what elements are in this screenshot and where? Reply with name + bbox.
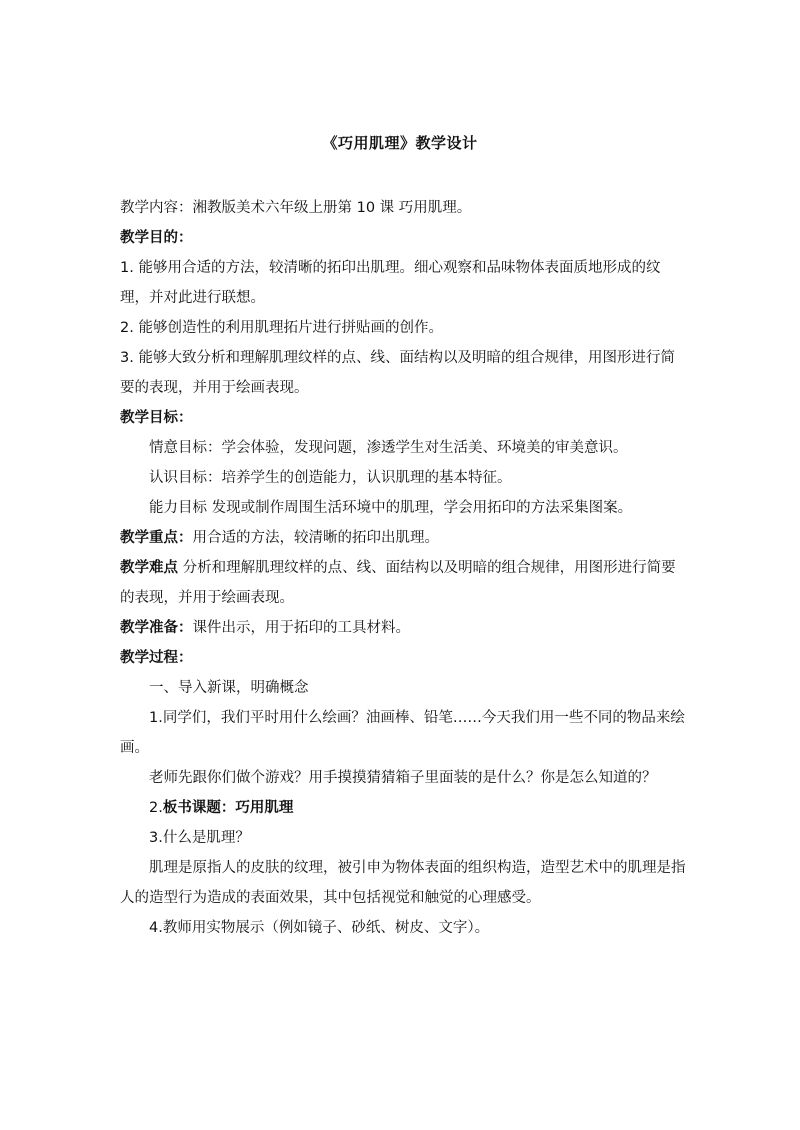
objective-emotion: 情意目标：学会体验，发现问题，渗透学生对生活美、环境美的审美意识。 [149,440,628,456]
preparation [120,613,686,643]
step-4: 4.教师用实物展示（例如镜子、砂纸、树皮、文字）。 [149,920,490,936]
step-2 [120,793,686,823]
step-definition: 肌理是原指人的皮肤的纹理，被引申为物体表面的组织构造，造型艺术中的肌理是指人的造型行为造成的表面效果，其中包括视觉和触觉的心理感受。 [120,860,686,906]
step-1: 1.同学们，我们平时用什么绘画？油画棒、铅笔……今天我们用一些不同的物品来绘画。 [120,710,685,756]
content-line: 教学内容：湘教版美术六年级上册第 10 课 巧用肌理。 [120,200,472,216]
step-intro: 一、导入新课，明确概念 [149,680,309,696]
difficulty-text: 分析和理解肌理纹样的点、线、面结构以及明暗的组合规律，用图形进行简要的表现，并用于绘画表现。 [120,560,676,606]
key-label: 教学重点： [120,530,193,546]
document-body [120,193,686,943]
step-game: 老师先跟你们做个游戏？用手摸摸猜猜箱子里面装的是什么？你是怎么知道的？ [149,770,657,786]
step-2-text: 板书课题：巧用肌理 [162,800,294,816]
difficulty-label: 教学难点 [120,560,178,576]
prep-label: 教学准备： [120,620,193,636]
difficulty-point [120,553,686,613]
process-heading: 教学过程： [120,650,193,666]
objective-cognition: 认识目标：培养学生的创造能力，认识肌理的基本特征。 [149,470,512,486]
objective-heading: 教学目标： [120,410,193,426]
key-text: 用合适的方法，较清晰的拓印出肌理。 [192,530,439,546]
goal-item-3: 3. 能够大致分析和理解肌理纹样的点、线、面结构以及明暗的组合规律，用图形进行简要的表现，并用于绘画表现。 [120,350,675,396]
prep-text: 课件出示，用于拓印的工具材料。 [192,620,410,636]
goal-heading: 教学目的： [120,230,193,246]
goal-item-2: 2. 能够创造性的利用肌理拓片进行拼贴画的创作。 [120,320,443,336]
objective-ability: 能力目标 发现或制作周围生活环境中的肌理，学会用拓印的方法采集图案。 [149,500,633,516]
key-point [120,523,686,553]
step-3: 3.什么是肌理？ [149,830,250,846]
document-title: 《巧用肌理》教学设计 [322,134,478,152]
step-2-number: 2. [149,800,163,816]
goal-item-1: 1. 能够用合适的方法，较清晰的拓印出肌理。细心观察和品味物体表面质地形成的纹理，并对此进行联想。 [120,260,661,306]
